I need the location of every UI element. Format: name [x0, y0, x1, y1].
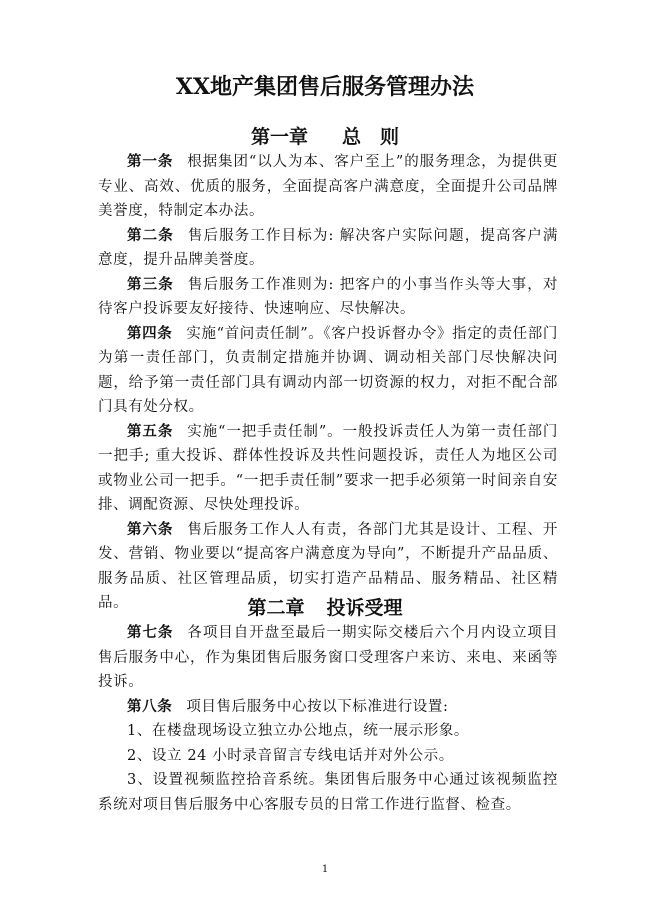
list-item: 3、设置视频监控拾音系统。集团售后服务中心通过该视频监控系统对项目售后服务中心客服专员的日常工作进行监督、检查。 — [98, 772, 558, 813]
article-8 — [98, 695, 558, 720]
article-3 — [98, 273, 558, 322]
article-text: 实施“一把手责任制”。一般投诉责任人为第一责任部门一把手; 重大投诉、群体性投诉及共性问题投诉，责任人为地区公司或物业公司一把手。“一把手责任制”要求一把手必须第一时间亲自安排、调配资源、尽快处理投诉。 — [98, 423, 558, 513]
article-label: 第六条 — [127, 520, 174, 538]
article-label: 第二条 — [127, 226, 174, 244]
chapter-2-heading — [0, 594, 650, 622]
list-item: 2、设立 24 小时录音留言专线电话并对外公示。 — [127, 747, 454, 764]
article-label: 第四条 — [127, 324, 173, 342]
article-label: 第七条 — [127, 624, 174, 641]
article-label: 第八条 — [127, 697, 173, 715]
article-label: 第三条 — [127, 275, 174, 293]
article-text: 各项目自开盘至最后一期实际交楼后六个月内设立项目售后服务中心，作为集团售后服务窗口受理客户来访、来电、来函等投诉。 — [98, 625, 558, 690]
chapter-number: 第一章 — [250, 126, 308, 148]
article-7 — [98, 621, 558, 695]
chapter-2-body — [98, 621, 558, 817]
article-text: 售后服务工作人人有责，各部门尤其是设计、工程、开发、营销、物业要以“提高客户满意度为导向”，不断提升产品品质、服务品质、社区管理品质，切实打造产品精品、服务精品、社区精品。 — [98, 521, 558, 611]
article-2 — [98, 224, 558, 273]
chapter-name: 总 则 — [342, 126, 400, 148]
article-text: 售后服务工作准则为: 把客户的小事当作头等大事，对待客户投诉要友好接待、快速响应、尽快解决。 — [98, 276, 558, 317]
article-5 — [98, 420, 558, 518]
chapter-name: 投诉受理 — [326, 597, 403, 619]
article-label: 第五条 — [127, 422, 174, 440]
chapter-1-body — [98, 150, 558, 616]
article-text: 根据集团“以人为本、客户至上”的服务理念，为提供更专业、高效、优质的服务，全面提高客户满意度，全面提升公司品牌美誉度，特制定本办法。 — [98, 154, 558, 219]
article-text: 售后服务工作目标为: 解决客户实际问题，提高客户满意度，提升品牌美誉度。 — [98, 227, 558, 268]
article-1 — [98, 150, 558, 224]
article-text: 项目售后服务中心按以下标准进行设置: — [186, 698, 449, 715]
article-text: 实施“首问责任制”。《客户投诉督办令》指定的责任部门为第一责任部门，负责制定措施并协调、调动相关部门尽快解决问题，给予第一责任部门具有调动内部一切资源的权力，对拒不配合部门具有处分权。 — [98, 325, 558, 415]
page-number: 1 — [321, 864, 329, 875]
article-4 — [98, 322, 558, 420]
chapter-1-heading — [0, 123, 650, 151]
chapter-number: 第二章 — [247, 597, 305, 619]
document-title: XX地产集团售后服务管理办法 — [175, 74, 475, 100]
list-item: 1、在楼盘现场设立独立办公地点，统一展示形象。 — [127, 723, 470, 739]
article-label: 第一条 — [127, 153, 174, 170]
